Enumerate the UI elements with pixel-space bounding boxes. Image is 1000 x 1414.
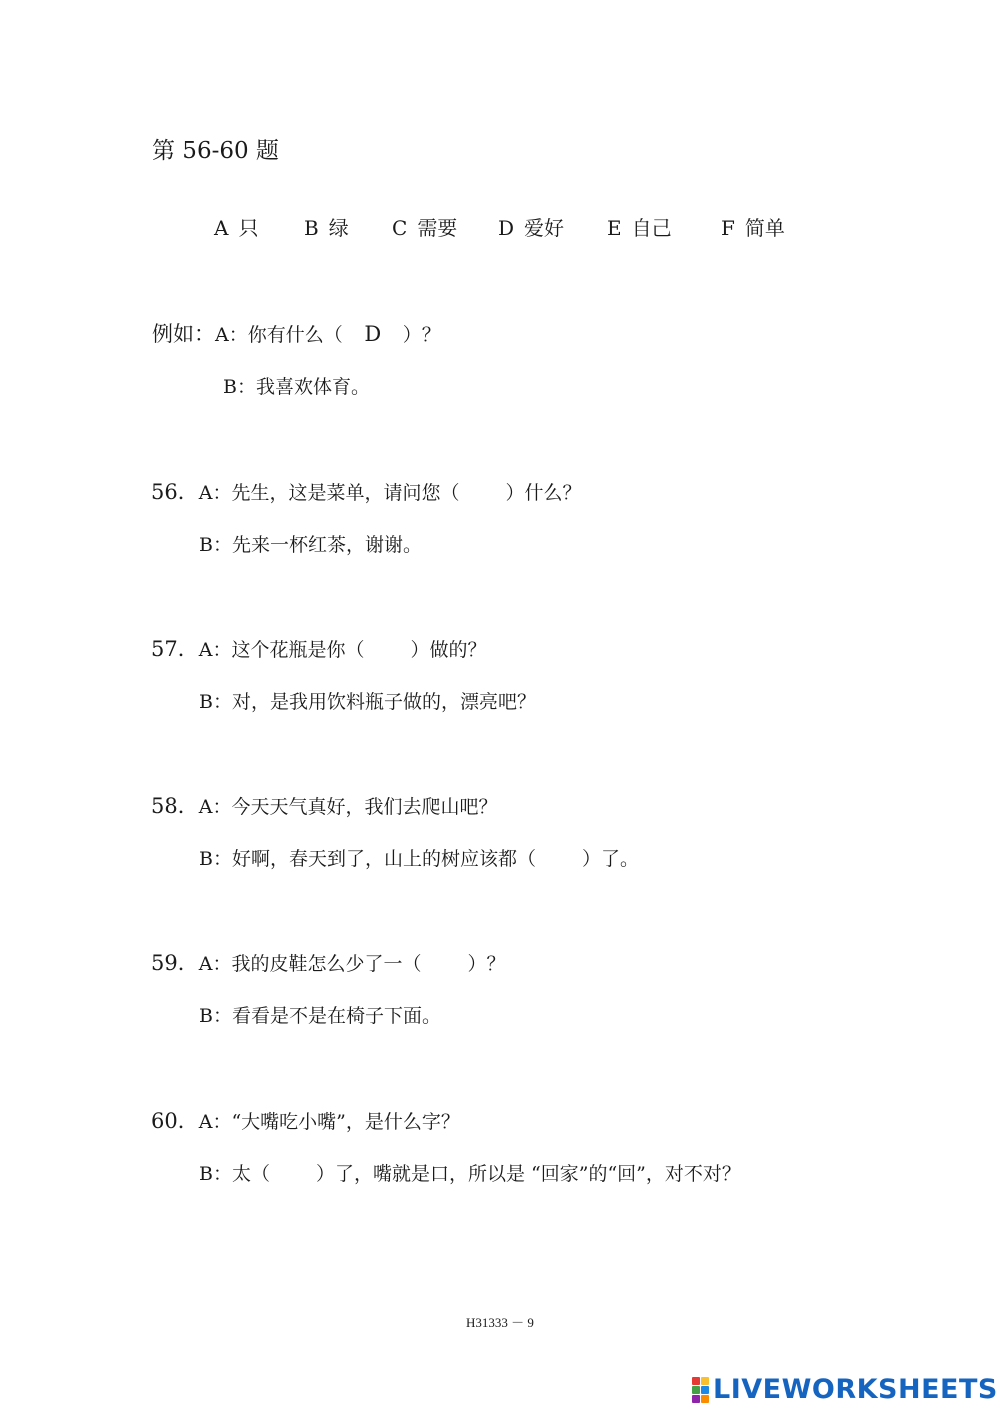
option-d: D 爱好 xyxy=(498,216,565,240)
q59-number: 59． xyxy=(151,951,199,975)
section-title: 第 56-60 题 xyxy=(152,138,279,164)
logo-block xyxy=(692,1386,700,1394)
option-b: B 绿 xyxy=(304,216,349,240)
liveworksheets-logo-icon xyxy=(692,1377,709,1403)
logo-text: LIVEWORKSHEETS xyxy=(713,1374,998,1405)
q56-line-b: B：先来一杯红茶，谢谢。 xyxy=(199,534,422,556)
q59-line-b: B：看看是不是在椅子下面。 xyxy=(199,1005,441,1027)
q60-line-b: B：太（ ）了，嘴就是口，所以是 “回家”的“回”，对不对？ xyxy=(199,1163,741,1185)
q59-line-a: 59．A：我的皮鞋怎么少了一（ ）？ xyxy=(151,951,506,975)
logo-block xyxy=(701,1395,709,1403)
q58-line-a: 58．A：今天天气真好，我们去爬山吧？ xyxy=(151,794,498,818)
example-line-a: 例如：A：你有什么（ D ）？ xyxy=(152,322,441,346)
speaker-a: A： xyxy=(215,324,248,346)
logo-block xyxy=(701,1386,709,1394)
option-f: F 简单 xyxy=(721,216,785,240)
logo-block xyxy=(692,1377,700,1385)
q57-line-a: 57．A：这个花瓶是你（ ）做的？ xyxy=(151,637,487,661)
example-answer: D xyxy=(364,322,382,346)
q57-line-b: B：对，是我用饮料瓶子做的，漂亮吧？ xyxy=(199,691,536,713)
q60-number: 60． xyxy=(151,1109,199,1133)
logo-block xyxy=(692,1395,700,1403)
example-line-b: B：我喜欢体育。 xyxy=(223,376,370,398)
page-footer: H31333 － 9 xyxy=(466,1315,534,1330)
q56-line-a: 56．A：先生，这是菜单，请问您（ ）什么？ xyxy=(151,480,582,504)
logo-block xyxy=(701,1377,709,1385)
q56-number: 56． xyxy=(151,480,199,504)
q57-number: 57． xyxy=(151,637,199,661)
speaker-b: B： xyxy=(223,376,256,398)
option-c: C 需要 xyxy=(392,216,458,240)
q58-number: 58． xyxy=(151,794,199,818)
example-label: 例如： xyxy=(152,322,215,346)
q60-line-a: 60．A：“大嘴吃小嘴”，是什么字？ xyxy=(151,1109,460,1133)
option-e: E 自己 xyxy=(607,216,672,240)
liveworksheets-logo[interactable] xyxy=(692,1374,998,1405)
option-a: A 只 xyxy=(214,216,259,240)
q58-line-b: B：好啊，春天到了，山上的树应该都（ ）了。 xyxy=(199,848,639,870)
